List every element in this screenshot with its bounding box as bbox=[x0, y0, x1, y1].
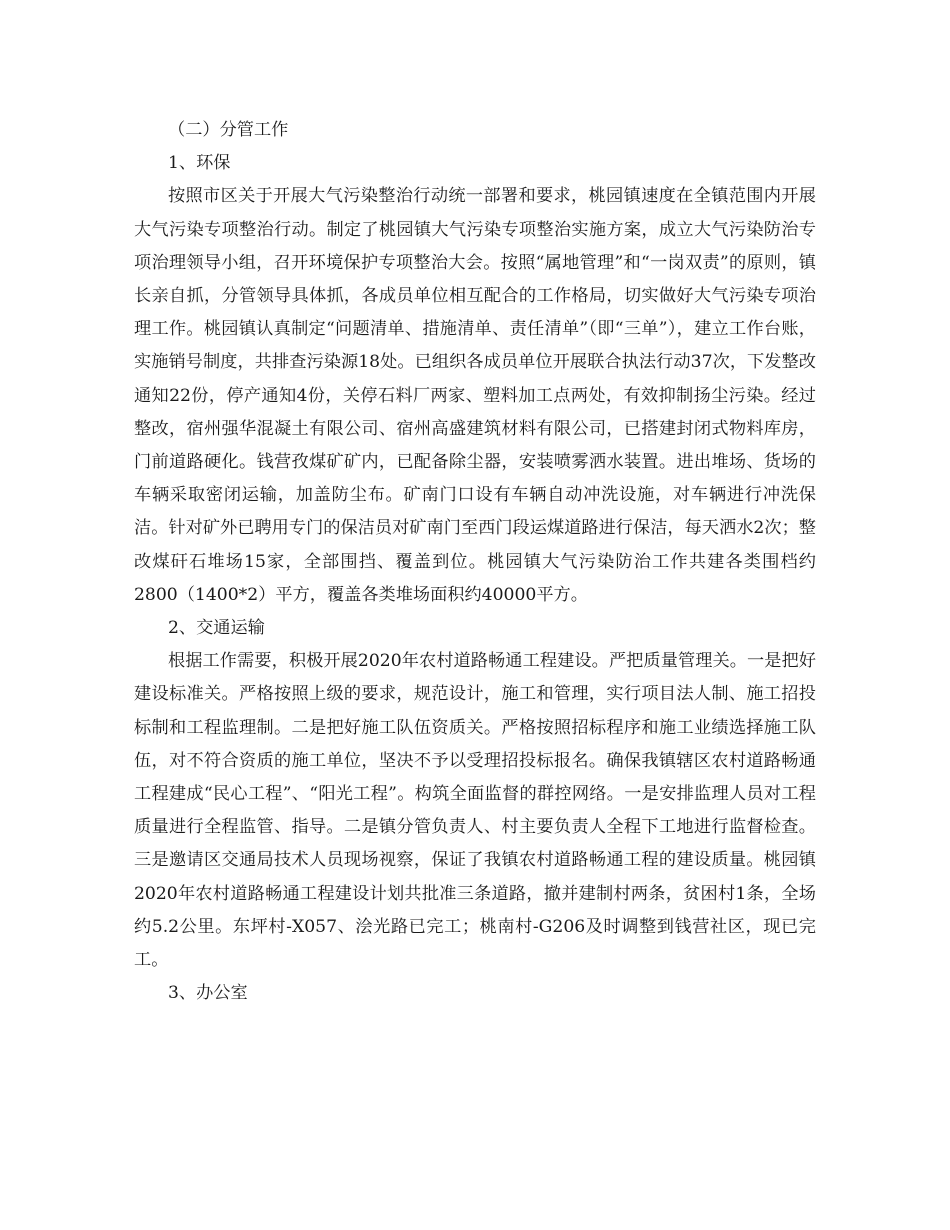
paragraph-transport: 根据工作需要，积极开展2020年农村道路畅通工程建设。严把质量管理关。一是把好建设标准关。严格按照上级的要求，规范设计，施工和管理，实行项目法人制、施工招投标制和工程监理制。二是把好施工队伍资质关。严格按照招标程序和施工业绩选择施工队伍，对不符合资质的施工单位，坚决不予以受理招投标报名。确保我镇辖区农村道路畅通工程建成“民心工程”、“阳光工程”。构筑全面监督的群控网络。一是安排监理人员对工程质量进行全程监管、指导。二是镇分管负责人、村主要负责人全程下工地进行监督检查。三是邀请区交通局技术人员现场视察，保证了我镇农村道路畅通工程的建设质量。桃园镇2020年农村道路畅通工程建设计划共批准三条道路，撤并建制村两条，贫困村1条，全场约5.2公里。东坪村-X057、浍光路已完工；桃南村-G206及时调整到钱营社区，现已完工。 bbox=[134, 651, 816, 971]
subsection-title-office: 3、办公室 bbox=[168, 983, 248, 1004]
paragraph-environment: 按照市区关于开展大气污染整治行动统一部署和要求，桃园镇速度在全镇范围内开展大气污染专项整治行动。制定了桃园镇大气污染专项整治实施方案，成立大气污染防治专项治理领导小组，召开环境保护专项整治大会。按照“属地管理”和“一岗双责”的原则，镇长亲自抓，分管领导具体抓，各成员单位相互配合的工作格局，切实做好大气污染专项治理工作。桃园镇认真制定“问题清单、措施清单、责任清单”（即“三单”），建立工作台账，实施销号制度，共排查污染源18处。已组织各成员单位开展联合执法行动37次，下发整改通知22份，停产通知4份，关停石料厂两家、塑料加工点两处，有效抑制扬尘污染。经过整改，宿州强华混凝土有限公司、宿州高盛建筑材料有限公司，已搭建封闭式物料库房，门前道路硬化。钱营孜煤矿矿内，已配备除尘器，安装喷雾洒水装置。进出堆场、货场的车辆采取密闭运输，加盖防尘布。矿南门口设有车辆自动冲洗设施，对车辆进行冲洗保洁。针对矿外已聘用专门的保洁员对矿南门至西门段运煤道路进行保洁，每天洒水2次；整改煤矸石堆场15家，全部围挡、覆盖到位。桃园镇大气污染防治工作共建各类围档约2800（1400*2）平方，覆盖各类堆场面积约40000平方。 bbox=[134, 186, 816, 605]
subsection-title-environment: 1、环保 bbox=[168, 153, 231, 174]
subsection-title-transport: 2、交通运输 bbox=[168, 618, 265, 639]
document-body bbox=[134, 114, 816, 1010]
section-title: （二）分管工作 bbox=[168, 120, 289, 140]
